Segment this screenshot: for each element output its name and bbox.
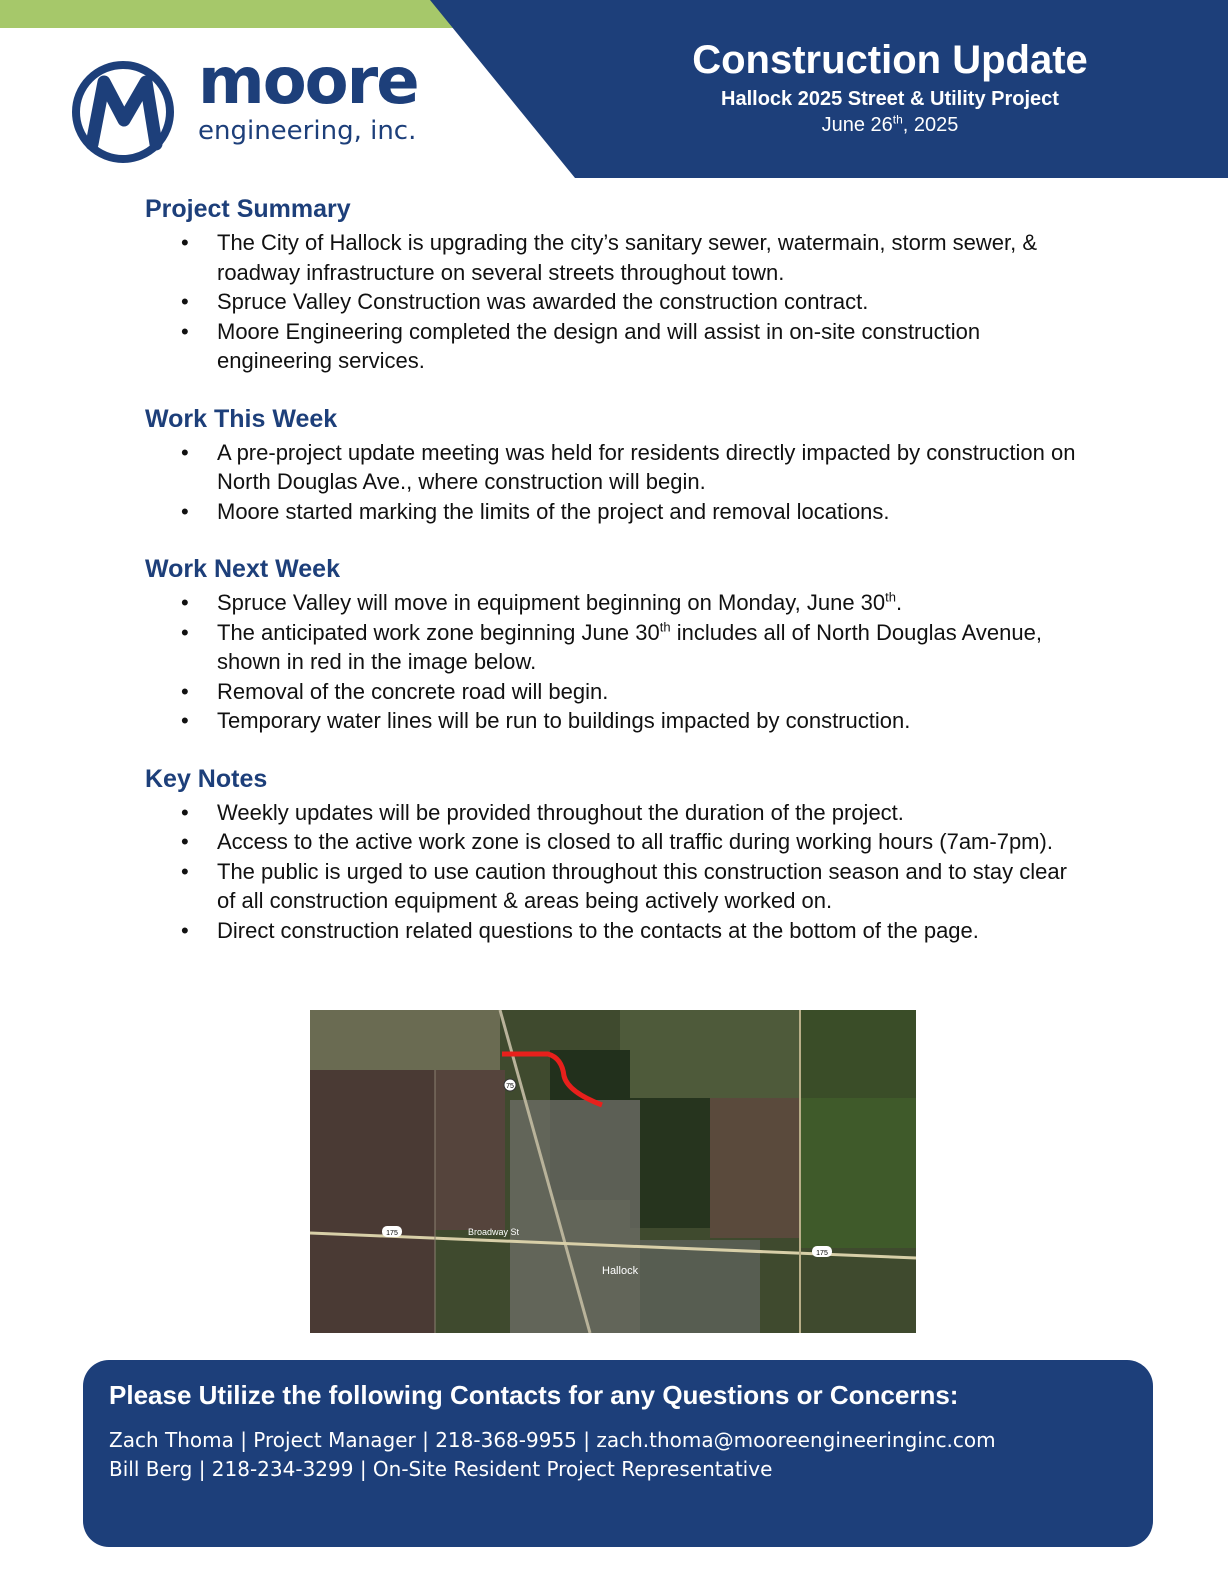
section-title: Work This Week [145,404,338,433]
field-plot [310,1070,435,1333]
section-key-notes [145,764,1085,946]
field-plot [800,1010,916,1098]
field-plot [310,1010,500,1070]
hwy175-east-label: 175 [816,1250,828,1257]
field-plot [620,1010,800,1098]
bullet-list [145,438,1085,527]
bullet-list [145,798,1085,946]
street-label: Broadway St [468,1227,520,1237]
list-item: • Temporary water lines will be run to buildings impacted by construction. [217,706,1085,736]
hwy75-label: 75 [506,1083,514,1090]
section-title: Project Summary [145,195,351,223]
field-plot [435,1070,505,1230]
contacts-heading: Please Utilize the following Contacts for any Questions or Concerns: [109,1380,959,1410]
list-item: • Moore started marking the limits of the project and removal locations. [217,497,1085,527]
update-date: June 26th, 2025 [821,112,959,136]
list-item: • Access to the active work zone is closed to all traffic during working hours (7am-7pm). [217,827,1085,857]
project-name: Hallock 2025 Street & Utility Project [721,88,1059,110]
town-label: Hallock [602,1265,639,1277]
contact-line: Zach Thoma | Project Manager | 218-368-9955 | zach.thoma@mooreengineeringinc.com [109,1428,996,1452]
green-stripe [0,0,464,28]
bullet-list [145,228,1085,376]
list-item: • Spruce Valley Construction was awarded the construction contract. [217,287,1085,317]
main-content [145,194,1085,965]
contact-line: Bill Berg | 218-234-3299 | On-Site Resident Project Representative [109,1457,773,1481]
list-item: • Moore Engineering completed the design and will assist in on-site construction engineering services. [217,317,1085,376]
town-area [640,1240,760,1333]
list-item: • Spruce Valley will move in equipment beginning on Monday, June 30th. [217,588,1085,618]
contacts-panel [83,1360,1153,1547]
list-item: • The City of Hallock is upgrading the city’s sanitary sewer, watermain, storm sewer, & roadway infrastructure on several streets throughout town. [217,228,1085,287]
logo-mark [76,65,170,159]
header-banner [0,0,1228,178]
section-work-next-week [145,554,1085,736]
list-item: • The public is urged to use caution throughout this construction season and to stay clear of all construction equipment & areas being actively worked on. [217,857,1085,916]
tree-area [630,1098,710,1228]
list-item: • Direct construction related questions to the contacts at the bottom of the page. [217,916,1085,946]
list-item: • A pre-project update meeting was held for residents directly impacted by construction on North Douglas Ave., where construction will begin. [217,438,1085,497]
list-item: • Weekly updates will be provided throughout the duration of the project. [217,798,1085,828]
list-item: • The anticipated work zone beginning June 30th includes all of North Douglas Avenue, shown in red in the image below. [217,618,1085,677]
page-title: Construction Update [692,38,1088,82]
aerial-map-image [310,1010,916,1333]
logo-wordmark: moore [198,45,418,119]
field-plot [710,1098,800,1238]
section-project-summary [145,194,1085,376]
bullet-list [145,588,1085,736]
hwy175-west-label: 175 [386,1230,398,1237]
section-work-this-week [145,404,1085,527]
logo-subtitle: engineering, inc. [198,116,417,146]
list-item: • Removal of the concrete road will begin. [217,677,1085,707]
field-plot [800,1098,916,1248]
town-area [510,1100,640,1333]
section-title: Key Notes [145,764,268,793]
section-title: Work Next Week [145,555,340,583]
